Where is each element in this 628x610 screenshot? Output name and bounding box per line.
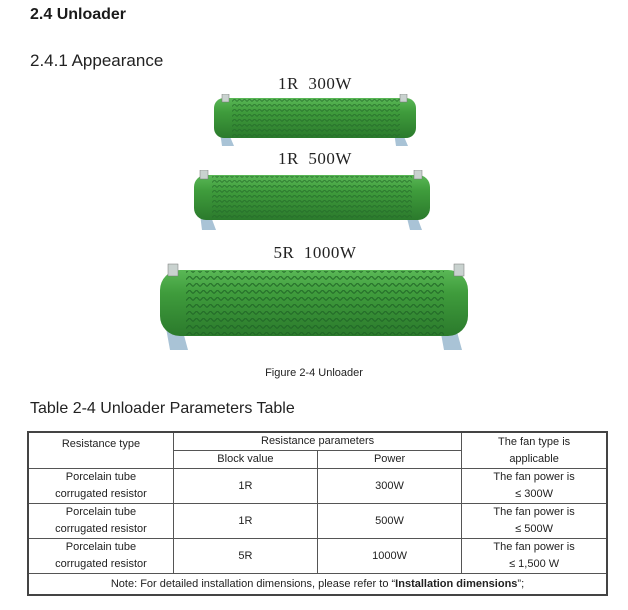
cell-resistance-type: Porcelain tube corrugated resistor <box>28 539 173 574</box>
cell-fan-power: The fan power is ≤ 1,500 W <box>462 539 607 574</box>
header-block-value: Block value <box>173 451 317 469</box>
table-row <box>28 469 607 504</box>
table-note-row <box>28 574 607 596</box>
cell-power: 300W <box>317 469 461 504</box>
cell-resistance-type: Porcelain tube corrugated resistor <box>28 469 173 504</box>
table-note: Note: For detailed installation dimensions, please refer to “Installation dimensions”; <box>28 574 607 596</box>
cell-power: 500W <box>317 504 461 539</box>
cell-block-value: 1R <box>173 504 317 539</box>
cell-resistance-type: Porcelain tube corrugated resistor <box>28 504 173 539</box>
figure-caption: Figure 2-4 Unloader <box>265 367 363 379</box>
header-fan-type: The fan type is applicable <box>462 432 607 469</box>
cell-fan-power: The fan power is ≤ 300W <box>462 469 607 504</box>
header-power: Power <box>317 451 461 469</box>
note-reference: Installation dimensions <box>395 578 518 590</box>
table-row <box>28 539 607 574</box>
resistor-image-1r-300w <box>212 94 418 146</box>
resistor-image-5r-1000w <box>158 262 472 350</box>
subsection-heading: 2.4.1 Appearance <box>30 51 164 70</box>
table-row <box>28 504 607 539</box>
table-title: Table 2-4 Unloader Parameters Table <box>30 400 295 417</box>
section-heading: 2.4 Unloader <box>30 6 127 23</box>
cell-block-value: 5R <box>173 539 317 574</box>
cell-power: 1000W <box>317 539 461 574</box>
resistor-label-1r-500w: 1R 500W <box>278 149 352 168</box>
table-header-row <box>28 432 607 451</box>
unloader-parameters-table <box>27 431 608 596</box>
cell-fan-power: The fan power is ≤ 500W <box>462 504 607 539</box>
resistor-image-1r-500w <box>192 170 432 230</box>
cell-block-value: 1R <box>173 469 317 504</box>
resistor-label-5r-1000w: 5R 1000W <box>273 243 357 262</box>
header-resistance-parameters: Resistance parameters <box>173 432 461 451</box>
resistor-label-1r-300w: 1R 300W <box>278 74 352 93</box>
header-resistance-type: Resistance type <box>28 432 173 469</box>
